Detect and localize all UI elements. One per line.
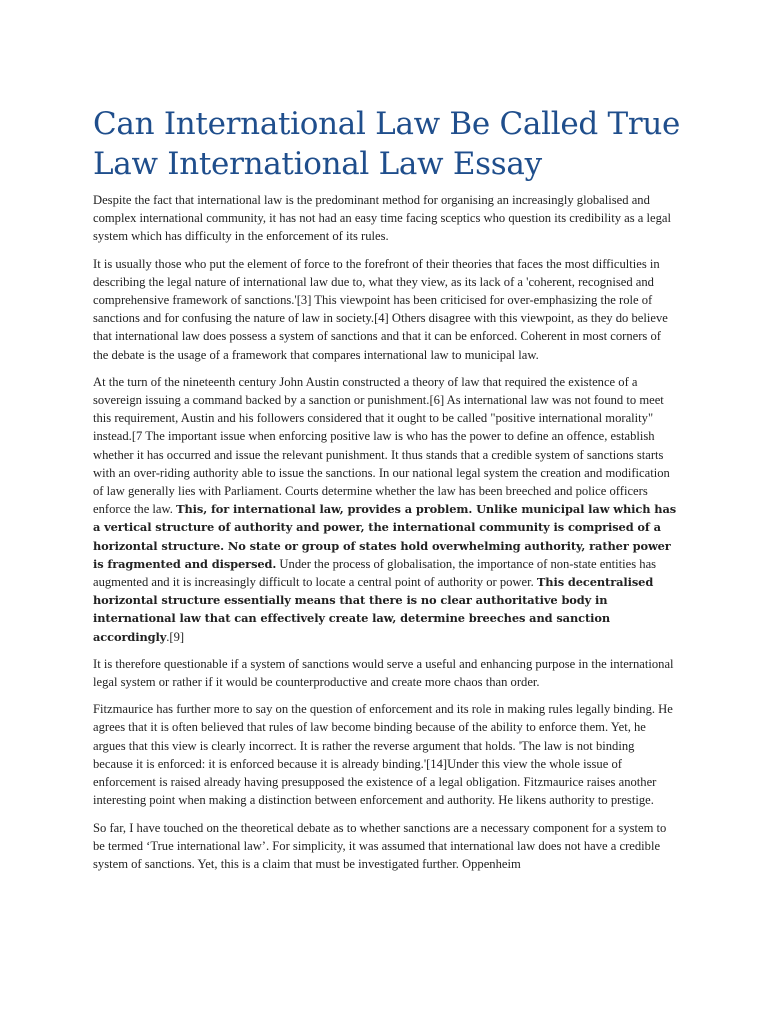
paragraph-3 [93, 373, 677, 646]
paragraph-2: It is usually those who put the element of force to the forefront of their theories that faces the most difficulties in describing the legal nature of international law due to, what they view, as its lack of a 'coherent, recognised and comprehensive framework of sanctions.'[3] This viewpoint has been criticised for over-emphasizing the role of sanctions and for confusing the nature of law in society.[4] Others disagree with this viewpoint, as they do believe that international law does possess a system of sanctions and that it can be enforced. Coherent in most corners of the debate is the usage of a framework that compares international law to municipal law. [93, 256, 668, 362]
document-title: Can International Law Be Called True Law International Law Essay [93, 106, 681, 182]
paragraph-3-bold-d: This decentralised horizontal structure essentially means that there is no clear authoritative body in international law that can effectively create law, determine breeches and sanction accordingly [93, 575, 654, 644]
paragraph-3-text-a: At the turn of the nineteenth century John Austin constructed a theory of law that required the existence of a sovereign issuing a command backed by a sanction or punishment.[6] As international law was not found to meet this requirement, Austin and his followers considered that it ought to be called "positive international morality" instead.[7 The important issue when enforcing positive law is who has the power to define an offence, establish whether it has occurred and issue the relevant punishment. It thus stands that a credible system of sanctions starts with an over-riding authority able to issue the sanctions. In our national legal system the creation and modification of law generally lies with Parliament. Courts determine whether the law has been breeched and police officers enforce the law. [93, 374, 670, 517]
paragraph-5: Fitzmaurice has further more to say on the question of enforcement and its role in making rules legally binding. He agrees that it is often believed that rules of law become binding because of the ability to enforce them. Yet, he argues that this view is clearly incorrect. It is rather the reverse argument that holds. 'The law is not binding because it is enforced: it is enforced because it is already binding.'[14]Under this view the whole issue of enforcement is raised already having presupposed the existence of a legal obligation. Fitzmaurice raises another interesting point when making a distinction between enforcement and authority. He likens authority to prestige. [93, 702, 673, 808]
paragraph-1: Despite the fact that international law is the predominant method for organising an increasingly globalised and complex international community, it has not had an easy time facing sceptics who question its credibility as a legal system which has difficulty in the enforcement of its rules. [93, 193, 671, 244]
document-body [93, 191, 677, 882]
paragraph-3-text-c: Under the process of globalisation, the importance of non-state entities has augmented and it is increasingly difficult to locate a central point of authority or power. [93, 556, 657, 590]
paragraph-4: It is therefore questionable if a system of sanctions would serve a useful and enhancing purpose in the international legal system or rather if it would be counterproductive and create more chaos than order. [93, 656, 674, 690]
paragraph-3-bold-b: This, for international law, provides a problem. Unlike municipal law which has a vertical structure of authority and power, the international community is comprised of a horizontal structure. No state or group of states hold overwhelming authority, rather power is fragmented and dispersed. [93, 502, 677, 571]
paragraph-3-text-e: .[9] [166, 629, 185, 644]
paragraph-6: So far, I have touched on the theoretical debate as to whether sanctions are a necessary component for a system to be termed ‘True international law’. For simplicity, it was assumed that international law does not have a credible system of sanctions. Yet, this is a claim that must be investigated further. Oppenheim [93, 820, 667, 871]
